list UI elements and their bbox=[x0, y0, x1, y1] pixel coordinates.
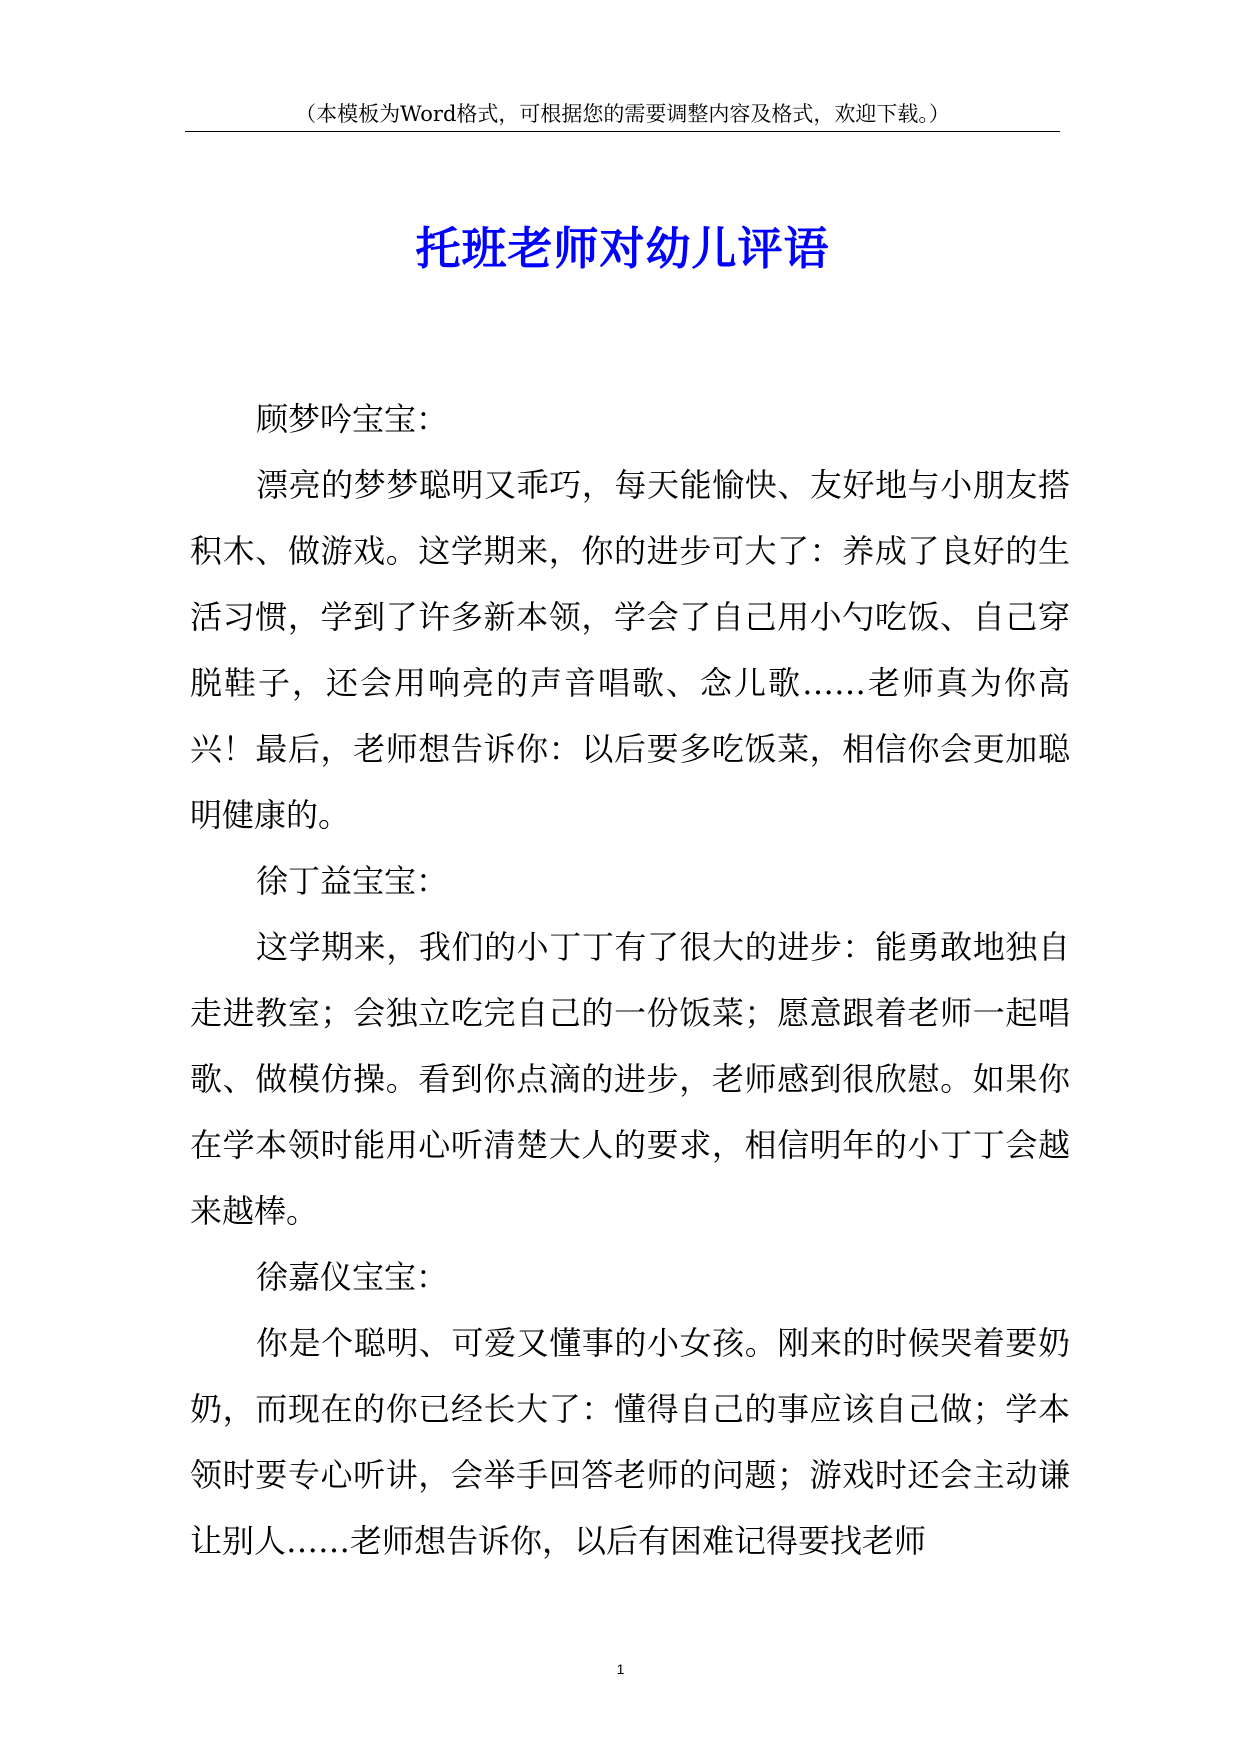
document-body bbox=[190, 386, 1070, 1574]
comment-xu-jiayi: 你是个聪明、可爱又懂事的小女孩。刚来的时候哭着要奶奶，而现在的你已经长大了：懂得自己的事应该自己做；学本领时要专心听讲，会举手回答老师的问题；游戏时还会主动谦让别人……老师想告诉你，以后有困难记得要找老师 bbox=[190, 1324, 1070, 1560]
header-divider bbox=[185, 131, 1060, 132]
greeting-xu-jiayi: 徐嘉仪宝宝： bbox=[256, 1258, 449, 1296]
comment-gu-mengyin: 漂亮的梦梦聪明又乖巧，每天能愉快、友好地与小朋友搭积木、做游戏。这学期来，你的进步可大了：养成了良好的生活习惯，学到了许多新本领，学会了自己用小勺吃饭、自己穿脱鞋子，还会用响亮的声音唱歌、念儿歌……老师真为你高兴！最后，老师想告诉你：以后要多吃饭菜，相信你会更加聪明健康的。 bbox=[190, 466, 1070, 834]
document-title: 托班老师对幼儿评语 bbox=[415, 222, 830, 275]
header-note: （本模板为Word格式，可根据您的需要调整内容及格式，欢迎下载。） bbox=[295, 102, 950, 126]
greeting-gu-mengyin: 顾梦吟宝宝： bbox=[256, 400, 449, 438]
greeting-xu-dingyi: 徐丁益宝宝： bbox=[256, 862, 449, 900]
comment-xu-dingyi: 这学期来，我们的小丁丁有了很大的进步：能勇敢地独自走进教室；会独立吃完自己的一份饭菜；愿意跟着老师一起唱歌、做模仿操。看到你点滴的进步，老师感到很欣慰。如果你在学本领时能用心听清楚大人的要求，相信明年的小丁丁会越来越棒。 bbox=[190, 928, 1070, 1230]
page-number: 1 bbox=[616, 1661, 625, 1677]
